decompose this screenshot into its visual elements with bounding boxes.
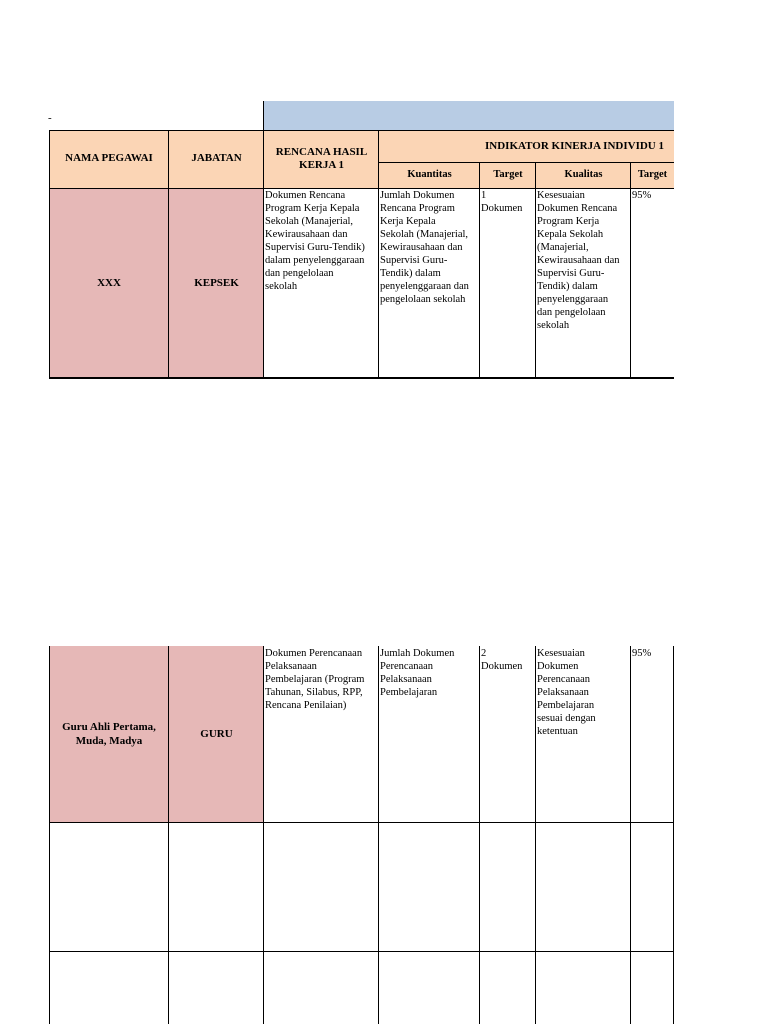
cell-kuantitas: Jumlah Dokumen Perencanaan Pelaksanaan Pembelajaran: [380, 648, 455, 698]
cell-kuantitas: Jumlah Dokumen Rencana Program Kerja Kepala Sekolah (Manajerial, Kewirausahaan dan Supervisi Guru- Tendik) dalam penyelenggaraan dan pengelolaan sekolah: [380, 190, 469, 305]
grid-line: [535, 646, 536, 1024]
cell-jabatan: GURU: [169, 646, 264, 822]
header-jabatan: JABATAN: [169, 130, 264, 188]
header-kuantitas: Kuantitas: [379, 162, 480, 188]
grid-line: [49, 377, 674, 379]
cell-rencana: Dokumen Perencanaan Pelaksanaan Pembelajaran (Program Tahunan, Silabus, RPP, Rencana Penilaian): [265, 648, 365, 711]
cell-kualitas: Kesesuaian Dokumen Rencana Program Kerja Kepala Sekolah (Manajerial, Kewirausahaan dan Supervisi Guru- Tendik) dalam penyelenggaraan dan pengelolaan sekolah: [537, 190, 620, 331]
cell-kualitas: Kesesuaian Dokumen Perencanaan Pelaksanaan Pembelajaran sesuai dengan ketentuan: [537, 648, 596, 737]
grid-line: [168, 130, 169, 379]
grid-line: [49, 130, 50, 379]
grid-line: [630, 162, 631, 379]
header-nama-pegawai: NAMA PEGAWAI: [49, 130, 169, 188]
cell-jabatan: KEPSEK: [169, 188, 264, 378]
grid-line: [535, 162, 536, 379]
grid-line: [49, 130, 674, 131]
grid-line: [479, 162, 480, 379]
cell-target: 2 Dokumen: [481, 648, 523, 672]
header-indikator: INDIKATOR KINERJA INDIVIDU 1: [379, 130, 674, 162]
grid-line: [49, 646, 50, 1024]
grid-line: [630, 646, 631, 1024]
cell-nama-pegawai: XXX: [49, 188, 169, 378]
grid-line: [263, 646, 264, 1024]
header-kualitas: Kualitas: [536, 162, 631, 188]
header-rencana-hasil-kerja: RENCANA HASIL KERJA 1: [264, 130, 379, 188]
cell-target: 1 Dokumen: [481, 190, 523, 214]
page-mark: -: [48, 112, 52, 124]
grid-line: [49, 822, 674, 823]
grid-line: [378, 646, 379, 1024]
header-band: [263, 101, 674, 130]
grid-line: [673, 646, 674, 1024]
cell-target-kualitas: 95%: [632, 190, 652, 201]
header-target-1: Target: [480, 162, 536, 188]
cell-rencana: Dokumen Rencana Program Kerja Kepala Sekolah (Manajerial, Kewirausahaan dan Supervisi Guru-Tendik) dalam penyelenggaraan dan pengelolaan sekolah: [265, 190, 365, 292]
grid-line: [263, 101, 264, 379]
grid-line: [168, 646, 169, 1024]
grid-line: [378, 130, 379, 379]
cell-nama-pegawai: Guru Ahli Pertama, Muda, Madya: [49, 646, 169, 822]
header-target-2: Target: [631, 162, 674, 188]
grid-line: [49, 188, 674, 189]
cell-target-kualitas: 95%: [632, 648, 652, 659]
grid-line: [479, 646, 480, 1024]
grid-line: [49, 951, 674, 952]
